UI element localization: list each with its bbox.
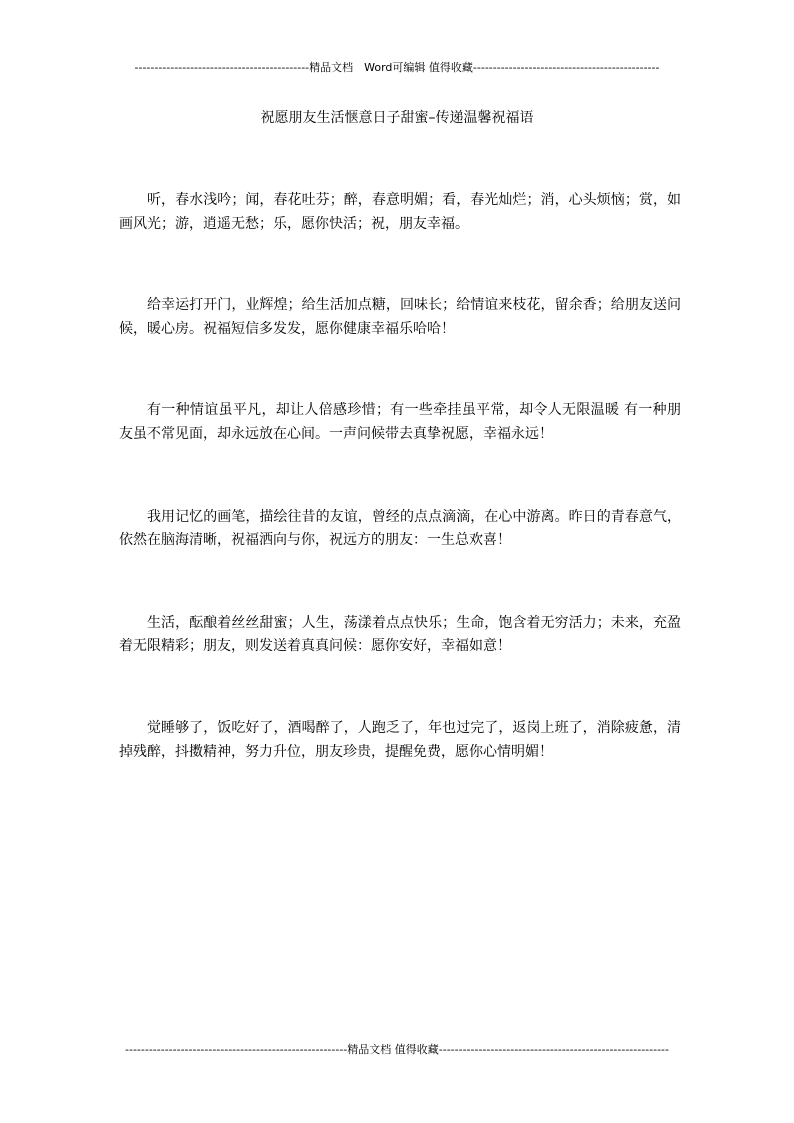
paragraph-4: 我用记忆的画笔，描绘往昔的友谊，曾经的点点滴滴，在心中游离。昨日的青春意气，依然在脑海清晰，祝福洒向与你，祝远方的朋友：一生总欢喜！	[119, 508, 681, 549]
document-body	[119, 189, 681, 823]
document-title: 祝愿朋友生活惬意日子甜蜜–传递温馨祝福语	[260, 110, 534, 126]
page-footer: --------------------------------------------------------精品文档 值得收藏----------------------------------------------------------	[125, 1043, 669, 1056]
paragraph-2: 给幸运打开门，业辉煌；给生活加点糖，回味长；给情谊来枝花，留余香；给朋友送问候，暖心房。祝福短信多发发，愿你健康幸福乐哈哈！	[119, 297, 681, 337]
paragraph-5: 生活，酝酿着丝丝甜蜜；人生，荡漾着点点快乐；生命，饱含着无穷活力；未来，充盈着无限精彩；朋友，则发送着真真问候：愿你安好，幸福如意！	[119, 614, 681, 655]
paragraph-1: 听，春水浅吟；闻，春花吐芬；醉，春意明媚；看，春光灿烂；消，心头烦恼；赏，如画风光；游，逍遥无愁；乐，愿你快活；祝，朋友幸福。	[119, 192, 681, 232]
page-header: --------------------------------------------精品文档 Word可编辑 值得收藏-----------------------------------------------	[134, 61, 660, 74]
paragraph-3: 有一种情谊虽平凡，却让人倍感珍惜；有一些牵挂虽平常，却令人无限温暖 有一种朋友虽不常见面，却永远放在心间。一声问候带去真挚祝愿，幸福永远！	[119, 402, 681, 442]
paragraph-6: 觉睡够了，饭吃好了，酒喝醉了，人跑乏了，年也过完了，返岗上班了，消除疲惫，清掉残醉，抖擞精神，努力升位，朋友珍贵，提醒免费，愿你心情明媚！	[119, 719, 681, 760]
